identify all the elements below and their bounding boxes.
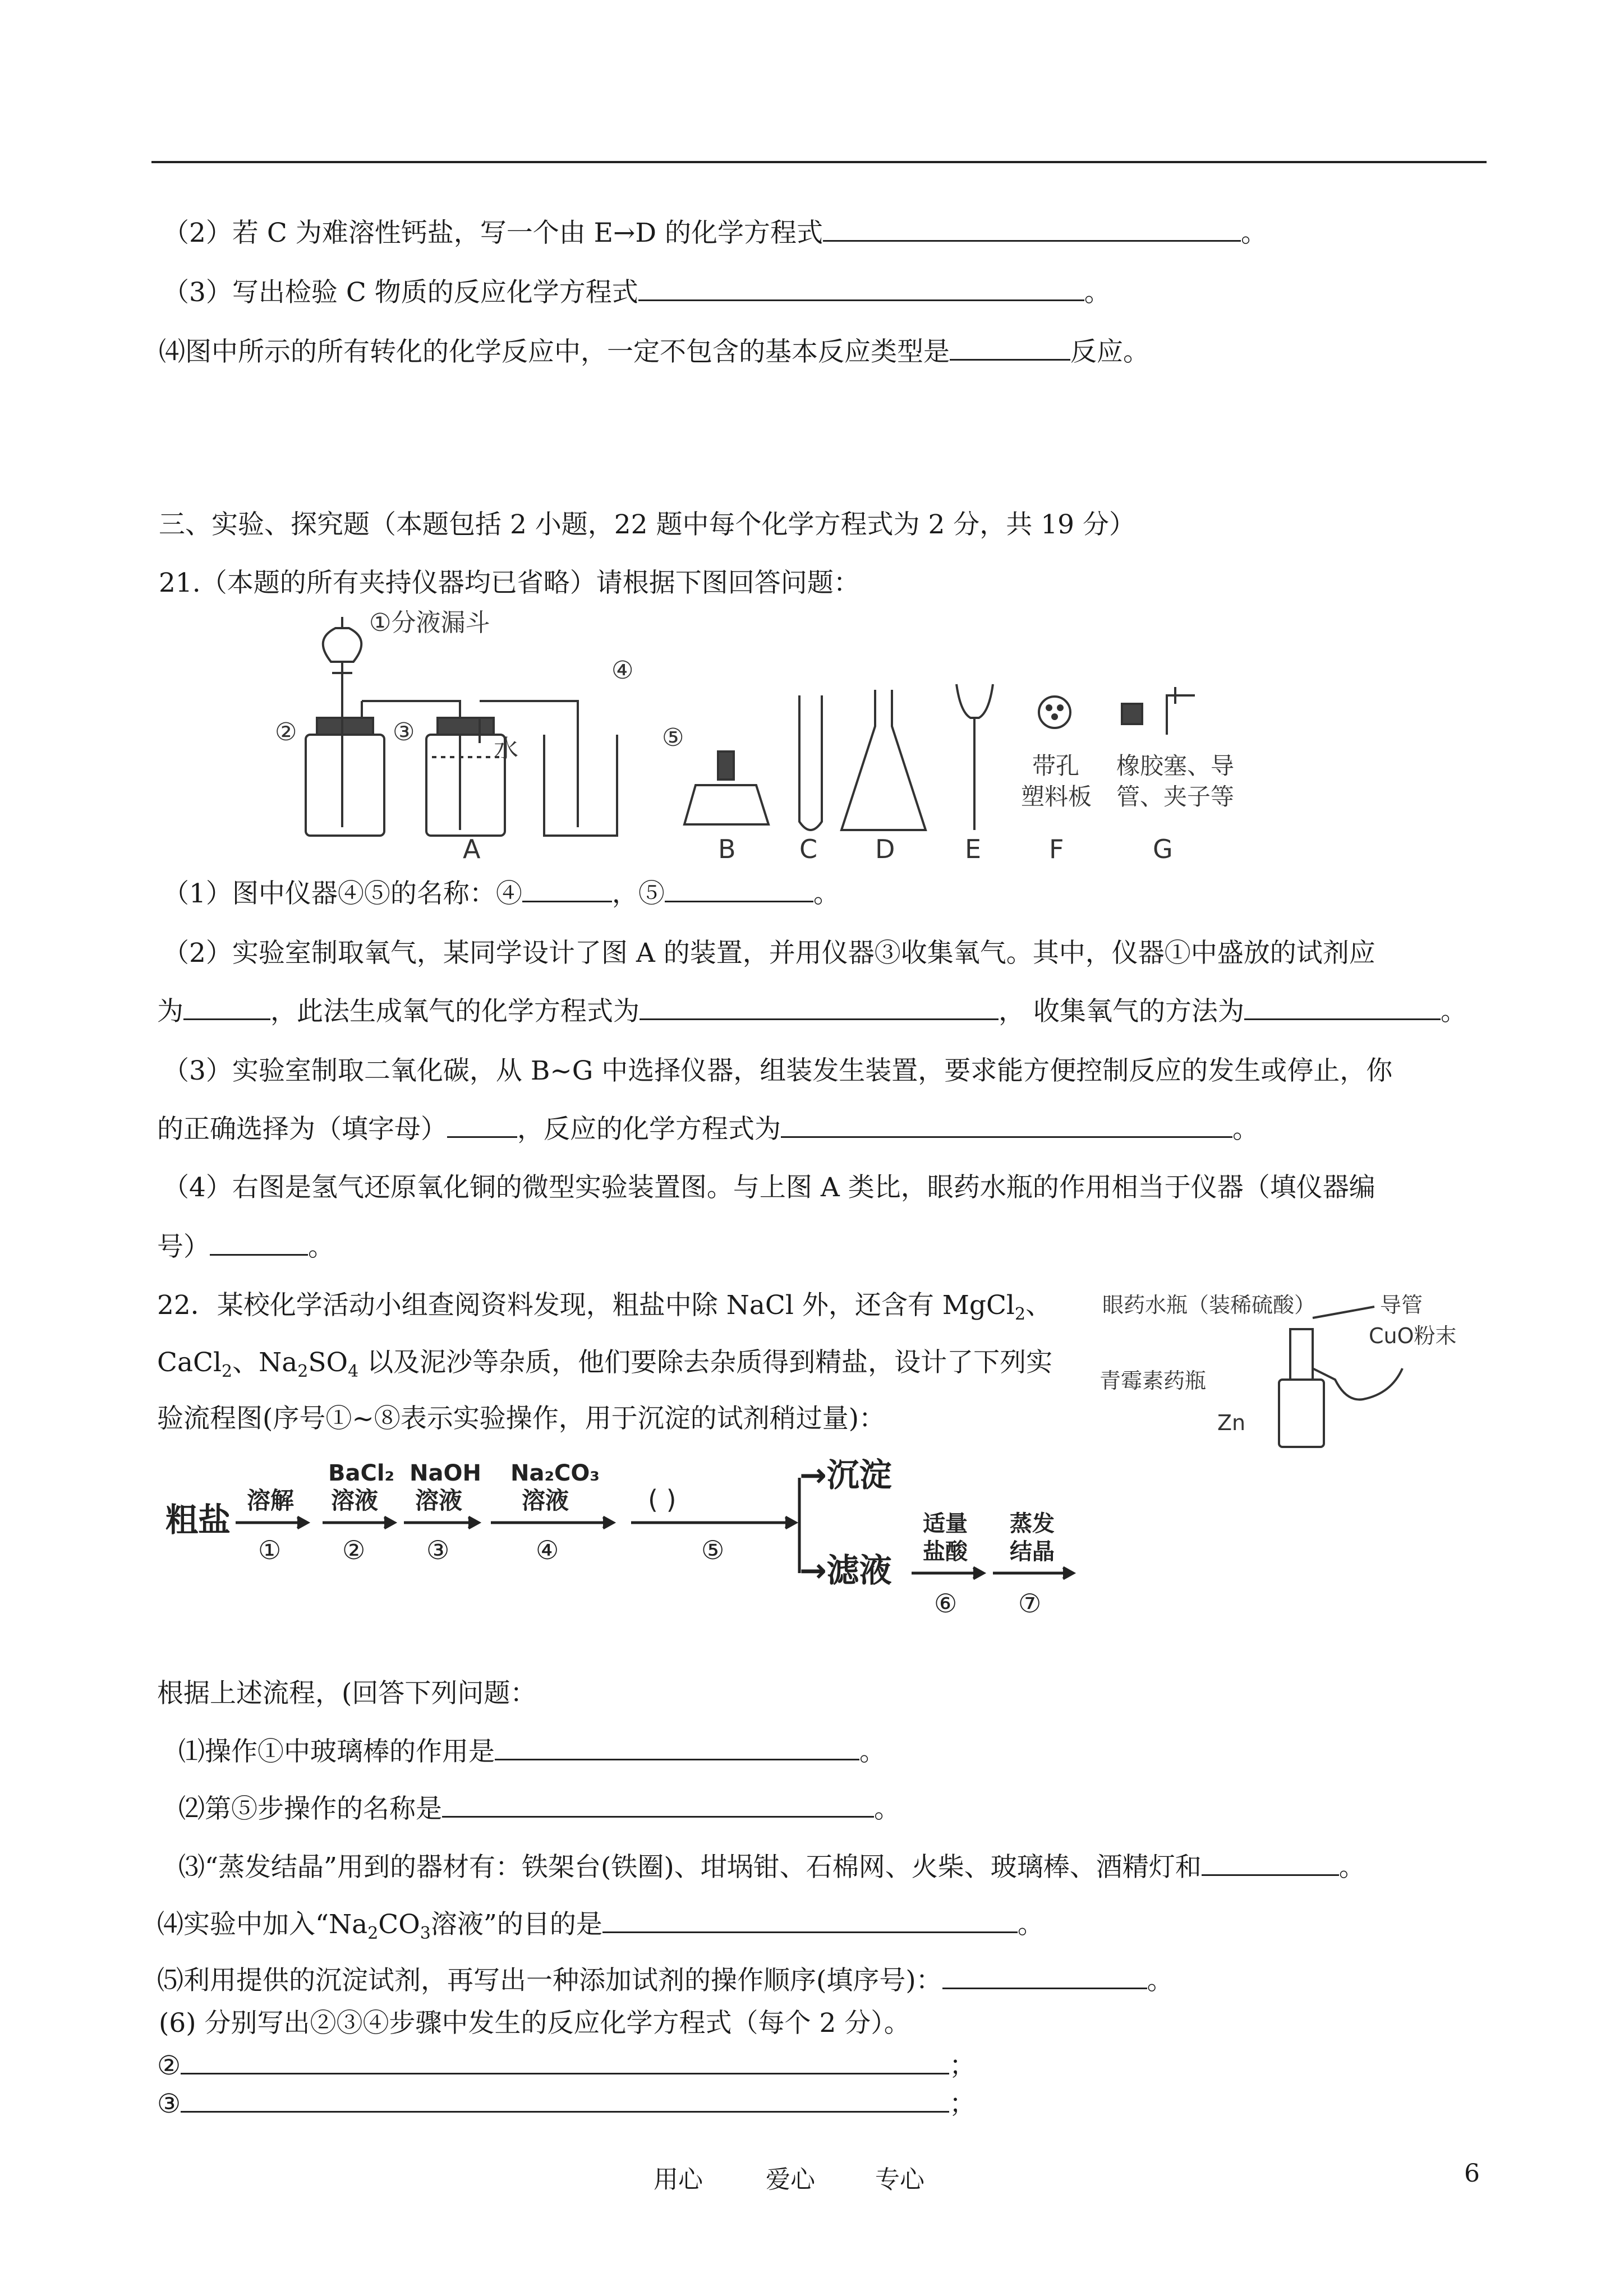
q21-part1: （1）图中仪器④⑤的名称：④ ，⑤ 。 — [163, 876, 840, 911]
footer-text-3: 专心 — [875, 2165, 924, 2194]
step3-reagent: NaOH — [410, 1460, 481, 1486]
conical-flask — [841, 690, 926, 864]
step2-number: ② — [342, 1535, 366, 1565]
q21-part2-line1: （2）实验室制取氧气，某同学设计了图 A 的装置，并用仪器③收集氧气。其中，仪器①中盛放的试剂应 — [163, 938, 1375, 969]
step1-number: ① — [258, 1535, 282, 1565]
answer-blank[interactable] — [210, 1229, 308, 1256]
cuo-label: CuO粉末 — [1369, 1324, 1457, 1348]
step7-label-1: 蒸发 — [1010, 1511, 1055, 1537]
step2-reagent: BaCl₂ — [328, 1460, 395, 1486]
plate-label-2: 塑料板 — [1021, 783, 1092, 810]
q22-stem-line1: 22．某校化学活动小组查阅资料发现，粗盐中除 NaCl 外，还含有 MgCl$_2$、 — [157, 1290, 1052, 1324]
perforated-plate — [1021, 697, 1092, 864]
rubber-stopper-set — [1116, 687, 1234, 864]
q22-stem-line2: CaCl$_2$、$Na_2SO_4$ 以及泥沙等杂质，他们要除去杂质得到精盐，设计了下列实 — [157, 1347, 1053, 1381]
answer-blank[interactable] — [781, 1112, 1232, 1138]
alcohol-lamp — [662, 723, 769, 864]
q21-part3-line2: 的正确选择为（填字母） ，反应的化学方程式为 。 — [157, 1112, 1259, 1146]
q20-part4: ⑷图中所示的所有转化的化学反应中，一定不包含的基本反应类型是 反应。 — [159, 334, 1149, 369]
q22-intro: 根据上述流程，(回答下列问题： — [157, 1678, 537, 1709]
answer-blank[interactable] — [823, 215, 1241, 242]
answer-blank[interactable] — [942, 1963, 1147, 1989]
step4-reagent: Na₂CO₃ — [510, 1460, 600, 1486]
long-neck-funnel — [956, 684, 993, 864]
plate-label-1: 带孔 — [1032, 752, 1080, 780]
step5-number: ⑤ — [701, 1535, 725, 1565]
label-3: ③ — [393, 718, 415, 746]
q20-part2: （2）若 C 为难溶性钙盐，写一个由 E→D 的化学方程式 。 — [163, 215, 1267, 250]
letter-D: D — [875, 834, 895, 864]
label-2: ② — [275, 718, 297, 746]
answer-blank[interactable] — [638, 275, 1084, 301]
flask-3 — [393, 701, 578, 836]
q21-apparatus-figure — [269, 606, 1318, 864]
label-4: ④ — [611, 656, 634, 685]
step6-label-1: 适量 — [923, 1511, 968, 1537]
answer-blank[interactable] — [447, 1112, 517, 1138]
q21-part4-line1: （4）右图是氢气还原氧化铜的微型实验装置图。与上图 A 类比，眼药水瓶的作用相当于仪器（填仪器编 — [163, 1172, 1375, 1203]
q22-a3: ⑶“蒸发结晶”用到的器材有：铁架台(铁圈)、坩埚钳、石棉网、火柴、玻璃棒、酒精灯和 。 — [178, 1850, 1365, 1884]
q20-part3: （3）写出检验 C 物质的反应化学方程式 。 — [163, 275, 1111, 310]
step6-label-2: 盐酸 — [923, 1539, 968, 1565]
filtrate-label: →滤液 — [799, 1551, 892, 1589]
eyedrop-bottle-label: 眼药水瓶（装稀硫酸） — [1102, 1293, 1316, 1317]
header-rule — [151, 161, 1487, 163]
letter-F: F — [1049, 834, 1064, 864]
q22-a6: (6) 分别写出②③④步骤中发生的反应化学方程式（每个 2 分）。 — [159, 2008, 910, 2039]
step7-number: ⑦ — [1018, 1588, 1042, 1619]
answer-blank[interactable] — [495, 1734, 859, 1760]
answer-blank[interactable] — [1244, 994, 1441, 1020]
funnel-label: ①分液漏斗 — [369, 608, 490, 637]
zn-label: Zn — [1217, 1410, 1246, 1435]
answer-blank[interactable] — [950, 334, 1070, 361]
answer-blank[interactable] — [602, 1907, 1018, 1933]
letter-E: E — [965, 834, 982, 864]
beaker-4 — [544, 656, 633, 836]
tube-label: 导管 — [1380, 1293, 1423, 1317]
q22-stem-line3: 验流程图(序号①~⑧表示实验操作，用于沉淀的试剂稍过量)： — [157, 1403, 886, 1434]
stopper-label-2: 管、夹子等 — [1116, 783, 1235, 810]
letter-G: G — [1153, 834, 1173, 864]
step7-label-2: 结晶 — [1010, 1539, 1055, 1565]
test-tube — [799, 695, 822, 864]
step6-number: ⑥ — [934, 1588, 958, 1619]
q22-eq3: ③ ； — [157, 2086, 976, 2121]
letter-A: A — [463, 834, 481, 864]
flask-2 — [275, 701, 384, 836]
section-title: 三、实验、探究题（本题包括 2 小题，22 题中每个化学方程式为 2 分，共 19 分） — [159, 509, 1135, 540]
step5-blank: ( ) — [648, 1484, 677, 1515]
label-5: ⑤ — [662, 723, 684, 752]
step3-solution: 溶液 — [415, 1487, 463, 1514]
step4-solution: 溶液 — [522, 1487, 569, 1514]
step2-solution: 溶液 — [331, 1487, 379, 1514]
q21-part2-line2: 为 ，此法生成氧气的化学方程式为 ， 收集氧气的方法为 。 — [157, 994, 1467, 1029]
answer-blank[interactable] — [183, 994, 270, 1020]
q22-a5: ⑸利用提供的沉淀试剂，再写出一种添加试剂的操作顺序(填序号)： 。 — [157, 1963, 1174, 1998]
answer-blank[interactable] — [522, 876, 612, 902]
footer-text-1: 用心 — [654, 2165, 703, 2194]
q22-a4: ⑷实验中加入“$Na_2CO_3$溶液”的目的是 。 — [157, 1907, 1044, 1951]
flow-start: 粗盐 — [165, 1501, 231, 1539]
micro-experiment-figure — [1099, 1284, 1481, 1453]
letter-B: B — [718, 834, 736, 864]
salt-purification-flowchart — [163, 1453, 1128, 1632]
step1-label: 溶解 — [247, 1487, 295, 1514]
answer-blank[interactable] — [665, 876, 813, 902]
precipitate-label: →沉淀 — [799, 1456, 892, 1494]
stopper-label-1: 橡胶塞、导 — [1116, 752, 1235, 780]
footer-text-2: 爱心 — [766, 2165, 815, 2194]
step4-number: ④ — [536, 1535, 559, 1565]
water-label: 水 — [494, 735, 518, 763]
q21-stem: 21.（本题的所有夹持仪器均已省略）请根据下图回答问题： — [159, 568, 860, 598]
step3-number: ③ — [426, 1535, 450, 1565]
q21-part3-line1: （3）实验室制取二氧化碳，从 B~G 中选择仪器，组装发生装置，要求能方便控制反应的发生或停止，你 — [163, 1055, 1393, 1086]
q21-part4-line2: 号） 。 — [157, 1229, 334, 1264]
answer-blank[interactable] — [1202, 1850, 1339, 1876]
page-number: 6 — [1464, 2159, 1480, 2188]
answer-blank[interactable] — [181, 2086, 949, 2113]
vial-label: 青霉素药瓶 — [1099, 1368, 1207, 1393]
q22-a2: ⑵第⑤步操作的名称是 。 — [178, 1791, 900, 1826]
answer-blank[interactable] — [640, 994, 999, 1020]
letter-C: C — [799, 834, 818, 864]
answer-blank[interactable] — [442, 1791, 874, 1818]
q22-eq2: ② ； — [157, 2048, 976, 2083]
q22-a1: ⑴操作①中玻璃棒的作用是 。 — [178, 1734, 886, 1769]
answer-blank[interactable] — [181, 2048, 949, 2074]
